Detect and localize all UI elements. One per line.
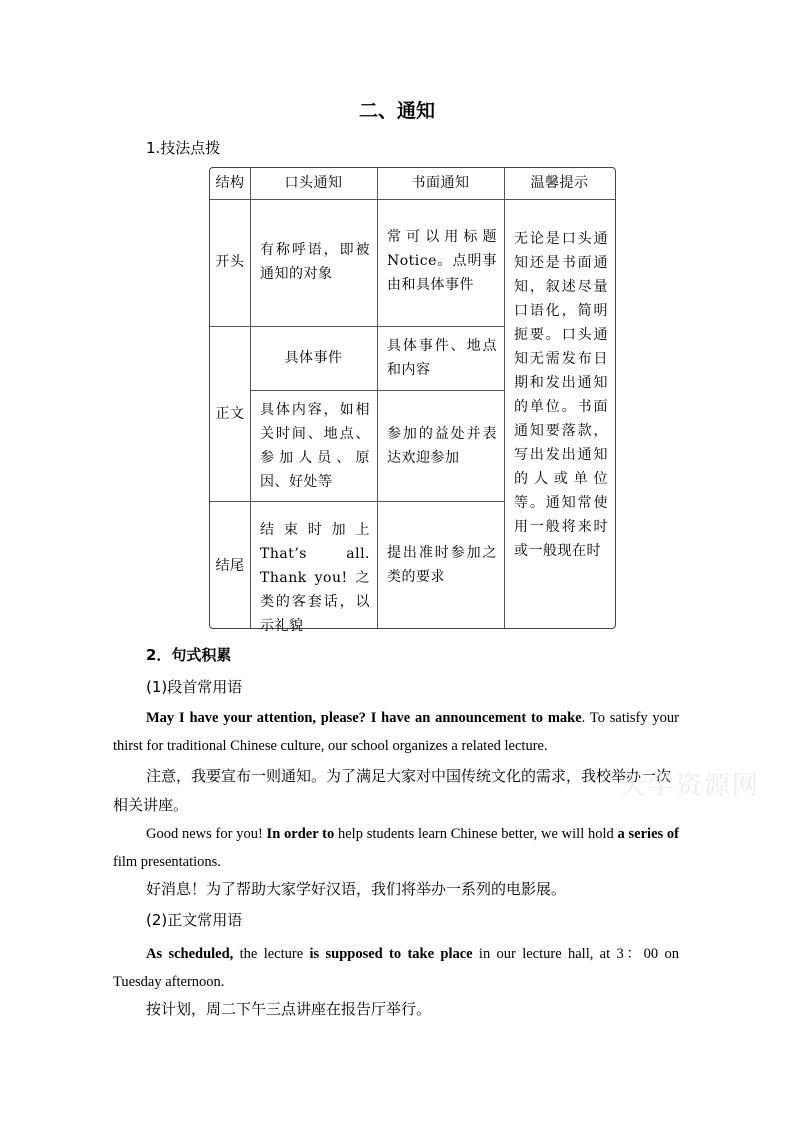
body-written-cell-1: 具体事件、地点和内容 — [387, 338, 497, 378]
ending-written-cell: 提出准时参加之类的要求 — [387, 545, 497, 585]
example-paragraph-3 — [113, 940, 679, 996]
table-line — [250, 168, 251, 628]
table-line — [210, 199, 615, 200]
table-header: 书面通知 — [411, 175, 470, 191]
section-heading-sentences: 2．句式积累 — [146, 646, 232, 664]
table-line — [504, 168, 505, 628]
example-text: help students learn Chinese better, we will hold — [334, 826, 618, 842]
table-header: 温馨提示 — [530, 175, 589, 191]
example-text: film presentations. — [113, 854, 221, 870]
section-heading-skills: 1.技法点拨 — [146, 139, 221, 157]
tips-cell: 无论是口头通知还是书面通知，叙述尽量口语化，简明扼要。口头通知无需发布日期和发出通知的单位。书面通知要落款，写出发出通知的人或单位等。通知常使用一般将来时或一般现在时 — [514, 231, 608, 559]
subheading-opening: (1)段首常用语 — [146, 678, 243, 696]
row-label-ending: 结尾 — [215, 558, 245, 574]
translation-2: 好消息！为了帮助大家学好汉语，我们将举办一系列的电影展。 — [146, 880, 567, 898]
example-text: . To satisfy your thirst for traditional Chinese culture, our school organizes a related lecture. — [113, 710, 679, 754]
example-paragraph-2 — [113, 820, 679, 876]
notice-structure-table — [209, 167, 616, 634]
watermark: 天学资源网 — [619, 771, 760, 801]
page-title: 二、通知 — [358, 100, 435, 122]
example-text: in our lecture hall, at 3：00 on Tuesday afternoon. — [113, 946, 679, 990]
opening-written-cell: 常可以用标题Notice。点明事由和具体事件 — [387, 229, 497, 293]
ending-oral-cell: 结束时加上That’s all. Thank you! 之类的客套话，以示礼貌 — [260, 522, 370, 634]
body-written-cell-2: 参加的益处并表达欢迎参加 — [387, 426, 497, 466]
key-phrase: May I have your attention, please? I have an announcement to make — [146, 710, 582, 726]
translation-3: 按计划，周二下午三点讲座在报告厅举行。 — [146, 1000, 432, 1018]
example-text: the lecture — [233, 946, 310, 962]
table-line — [210, 326, 504, 327]
key-phrase: As scheduled, — [146, 946, 234, 962]
example-text: Good news for you! — [146, 826, 267, 842]
translation-1: 注意，我要宣布一则通知。为了满足大家对中国传统文化的需求，我校举办一次相关讲座。 — [113, 767, 672, 814]
table-header: 结构 — [215, 175, 245, 191]
subheading-body: (2)正文常用语 — [146, 911, 243, 929]
opening-oral-cell: 有称呼语，即被通知的对象 — [260, 242, 370, 282]
body-oral-cell-2: 具体内容，如相关时间、地点、参加人员、原因、好处等 — [260, 402, 370, 490]
table-line — [377, 168, 378, 628]
row-label-opening: 开头 — [215, 254, 245, 270]
key-phrase: In order to — [266, 826, 335, 842]
key-phrase: a series of — [617, 826, 679, 842]
table-line — [250, 390, 504, 391]
row-label-body: 正文 — [215, 406, 245, 422]
key-phrase: is supposed to take place — [309, 946, 473, 962]
body-oral-cell-1: 具体事件 — [284, 350, 343, 366]
table-line — [210, 501, 504, 502]
example-paragraph-1 — [113, 704, 679, 760]
table-header: 口头通知 — [284, 175, 343, 191]
